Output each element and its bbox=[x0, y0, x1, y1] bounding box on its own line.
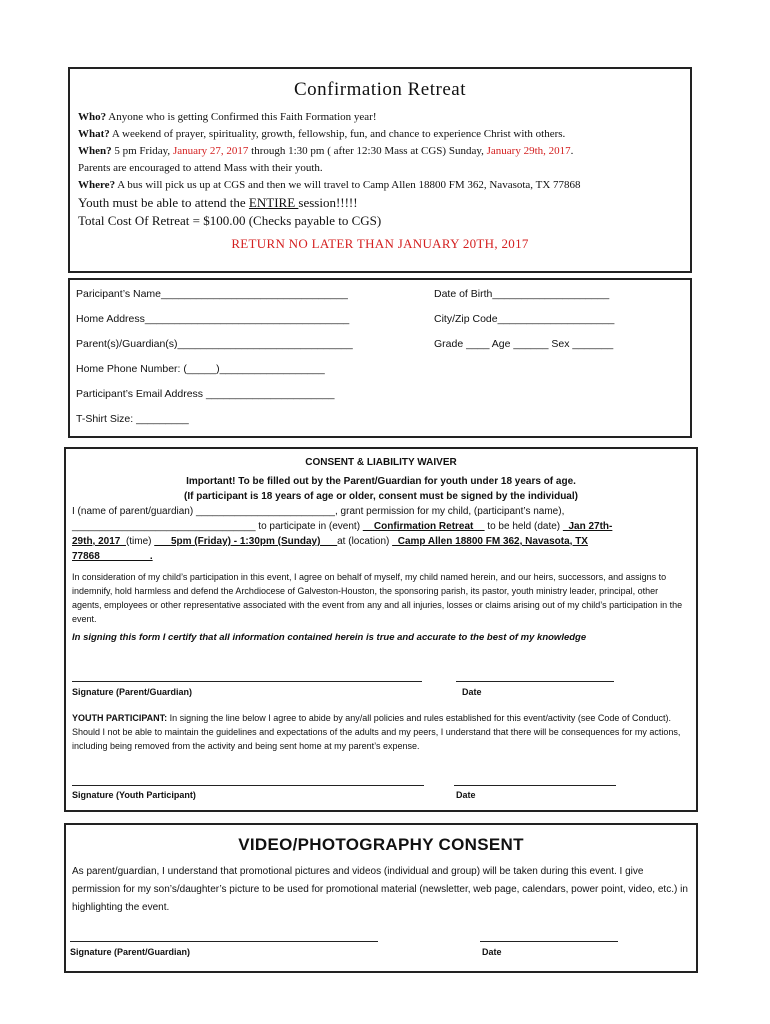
where-line bbox=[78, 177, 682, 194]
grant-date-1: _Jan 27th- bbox=[562, 521, 613, 532]
guardian-field[interactable]: Parent(s)/Guardian(s)______________________________ bbox=[76, 338, 353, 350]
grant-event: __Confirmation Retreat__ bbox=[362, 521, 485, 532]
who-text: Anyone who is getting Confirmed this Faith Formation year! bbox=[106, 111, 377, 123]
entire-text-2: session!!!!! bbox=[298, 195, 358, 210]
retreat-info-box bbox=[68, 67, 692, 273]
video-date-line[interactable] bbox=[480, 941, 618, 942]
email-field[interactable]: Participant’s Email Address ______________________ bbox=[76, 388, 335, 400]
youth-signature-line[interactable] bbox=[72, 785, 424, 786]
grant-zip: 77868_________. bbox=[72, 551, 153, 562]
when-text-3: . bbox=[570, 145, 574, 157]
video-signature-label: Signature (Parent/Guardian) bbox=[70, 947, 191, 957]
grade-age-sex-field[interactable]: Grade ____ Age ______ Sex _______ bbox=[434, 338, 614, 350]
grant-text-3b: at (location) bbox=[337, 536, 393, 547]
video-date-label: Date bbox=[482, 947, 502, 957]
return-deadline: RETURN NO LATER THAN JANUARY 20TH, 2017 bbox=[231, 236, 529, 251]
when-text-1: 5 pm Friday, bbox=[111, 145, 173, 157]
grant-line-4 bbox=[72, 549, 690, 564]
home-phone-field[interactable]: Home Phone Number: (_____)__________________ bbox=[76, 363, 325, 375]
parent-date-line[interactable] bbox=[456, 681, 614, 682]
where-text: A bus will pick us up at CGS and then we will travel to Camp Allen 18800 FM 362, Navasota, TX 77868 bbox=[115, 179, 581, 191]
certify-text: In signing this form I certify that all information contained herein is true and accurate to the best of my knowledge bbox=[72, 632, 587, 643]
participant-name-field[interactable]: Paricipant’s Name________________________________ bbox=[76, 288, 348, 300]
when-text-2: through 1:30 pm ( after 12:30 Mass at CGS) Sunday, bbox=[248, 145, 487, 157]
grant-text-3a: (time) bbox=[125, 536, 155, 547]
video-consent-text: As parent/guardian, I understand that promotional pictures and videos (individual and group) will be taken during this event. I give permission for my son’s/daughter’s picture to be used for promotional material (newsletter, web page, calendars, power point, video, etc.) in highlighting the event. bbox=[72, 866, 688, 913]
grant-time: ___5pm (Friday) - 1:30pm (Sunday)___ bbox=[154, 536, 338, 547]
youth-signature-label: Signature (Youth Participant) bbox=[72, 790, 196, 800]
city-zip-field[interactable]: City/Zip Code____________________ bbox=[434, 313, 615, 325]
when-line bbox=[78, 143, 682, 160]
youth-participant-text bbox=[72, 711, 692, 753]
parent-signature-label: Signature (Parent/Guardian) bbox=[72, 687, 193, 697]
home-address-field[interactable]: Home Address___________________________________ bbox=[76, 313, 350, 325]
grant-location: _Camp Allen 18800 FM 362, Navasota, TX bbox=[392, 536, 588, 547]
youth-text: In signing the line below I agree to abide by any/all policies and rules established for this event/activity (see Code of Conduct). Should I not be able to maintain the guidelines and expectations of the adults and my peers, I understand that there will be consequences for my actions, including being removed from the activity and being sent home at my parent’s expense. bbox=[72, 713, 681, 751]
entire-text-1: Youth must be able to attend the bbox=[78, 195, 249, 210]
parents-line: Parents are encouraged to attend Mass with their youth. bbox=[78, 162, 323, 174]
important-notice-2: (If participant is 18 years of age or older, consent must be signed by the individual) bbox=[184, 491, 578, 502]
video-signature-line[interactable] bbox=[70, 941, 378, 942]
parent-date-label: Date bbox=[462, 687, 482, 697]
youth-date-line[interactable] bbox=[454, 785, 616, 786]
youth-date-label: Date bbox=[456, 790, 476, 800]
grant-line-3[interactable] bbox=[72, 534, 690, 549]
who-label: Who? bbox=[78, 111, 107, 123]
cost-line: Total Cost Of Retreat = $100.00 (Checks payable to CGS) bbox=[78, 213, 382, 228]
when-date-end: January 29th, 2017 bbox=[486, 145, 571, 157]
entire-word: ENTIRE bbox=[248, 195, 299, 210]
important-notice-1: Important! To be filled out by the Parent/Guardian for youth under 18 years of age. bbox=[186, 476, 576, 487]
what-line bbox=[78, 126, 682, 143]
what-text: A weekend of prayer, spirituality, growth, fellowship, fun, and chance to experience Christ with others. bbox=[109, 128, 566, 140]
video-consent-box bbox=[64, 823, 698, 973]
parent-signature-line[interactable] bbox=[72, 681, 422, 682]
date-of-birth-field[interactable]: Date of Birth____________________ bbox=[434, 288, 610, 300]
grant-line-2[interactable] bbox=[72, 519, 690, 534]
video-consent-title: VIDEO/PHOTOGRAPHY CONSENT bbox=[238, 835, 524, 854]
youth-label: YOUTH PARTICIPANT: bbox=[72, 713, 168, 723]
grant-text-2a: _________________________________ to participate in (event) bbox=[72, 521, 363, 532]
grant-line-1[interactable]: I (name of parent/guardian) _________________________, grant permission for my child, (participant’s name), bbox=[72, 506, 565, 517]
page-title: Confirmation Retreat bbox=[294, 79, 466, 100]
consent-header: CONSENT & LIABILITY WAIVER bbox=[305, 457, 457, 468]
entire-session-line bbox=[78, 194, 682, 212]
grant-date-2: 29th, 2017_ bbox=[72, 536, 126, 547]
who-line bbox=[78, 109, 682, 126]
when-date-start: January 27, 2017 bbox=[172, 145, 249, 157]
where-label: Where? bbox=[78, 179, 116, 191]
grant-text-2b: to be held (date) bbox=[484, 521, 563, 532]
when-label: When? bbox=[78, 145, 112, 157]
consent-waiver-box bbox=[64, 447, 698, 812]
what-label: What? bbox=[78, 128, 110, 140]
waiver-text: In consideration of my child’s participation in this event, I agree on behalf of myself, my child named herein, and our heirs, successors, and assigns to indemnify, hold harmless and defend the Archdiocese of Galveston-Houston, the sponsoring parish, its pastor, youth ministry leader, principal, other agents, employees or other representative associated with the event from any and all injuries, losses or claims arising out of my child’s participation in the event. bbox=[72, 572, 683, 624]
participant-info-box bbox=[68, 278, 692, 438]
tshirt-size-field[interactable]: T-Shirt Size: _________ bbox=[76, 413, 189, 425]
